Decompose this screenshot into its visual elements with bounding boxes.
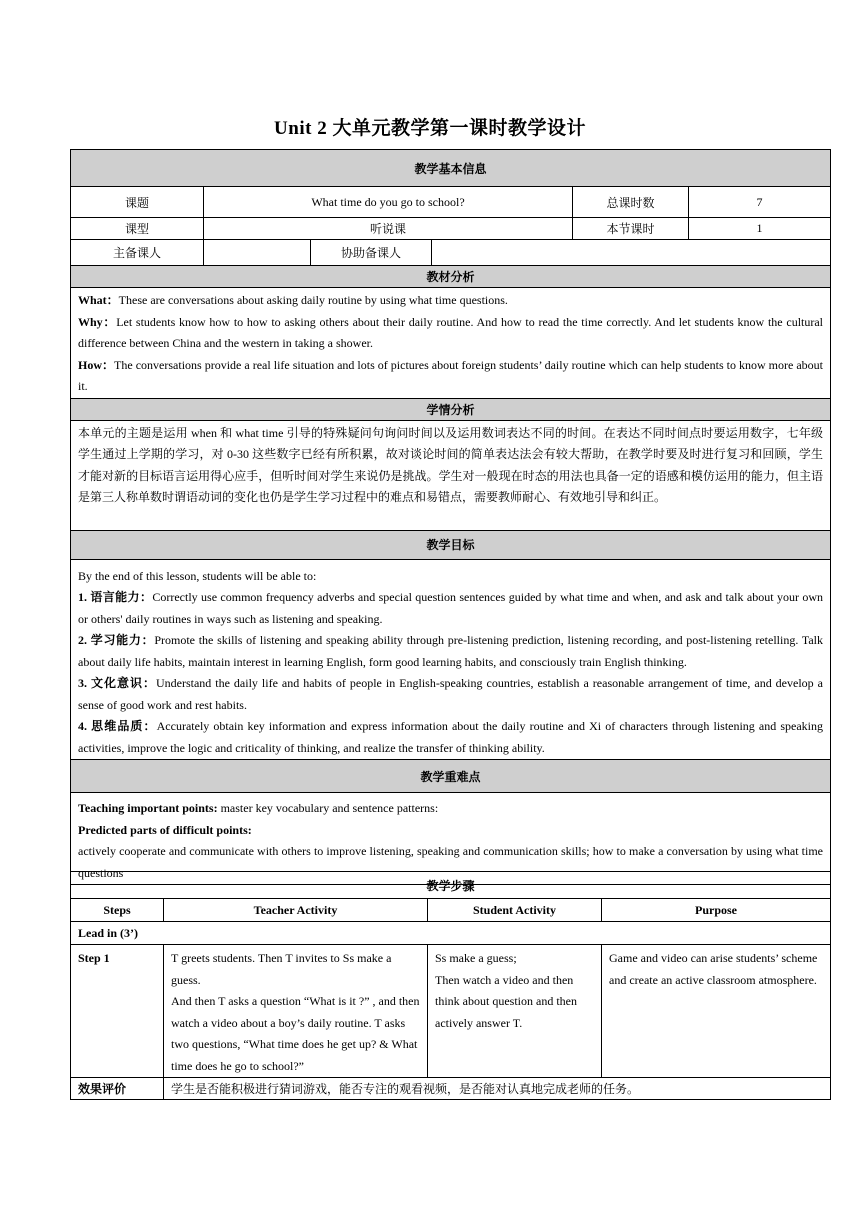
info-table: [70, 149, 831, 885]
lead-teacher-label: 主备课人: [71, 240, 204, 266]
step1-purpose: Game and video can arise students’ scheme and create an active classroom atmosphere.: [602, 945, 831, 1078]
section-header-learner: 学情分析: [71, 398, 831, 420]
what-label: What：: [78, 293, 119, 307]
lesson-type-label: 课型: [71, 218, 204, 240]
topic-label: 课题: [71, 187, 204, 218]
how-text: The conversations provide a real life situation and lots of pictures about foreign students’ daily routine which can help students to know more about it.: [78, 357, 824, 393]
section-header-basic-info: 教学基本信息: [71, 150, 831, 187]
lesson-type-value: 听说课: [204, 218, 573, 240]
column-header-purpose: Purpose: [602, 899, 831, 922]
objective-label-4: 4. 思维品质：: [78, 719, 157, 733]
column-header-steps: Steps: [71, 899, 164, 922]
lead-teacher-value: [204, 240, 311, 266]
assistant-teacher-value: [432, 240, 831, 266]
step1-label: Step 1: [71, 945, 164, 1078]
section-header-material: 教材分析: [71, 266, 831, 288]
important-points-label: Teaching important points:: [78, 801, 218, 815]
total-hours-value: 7: [689, 187, 831, 218]
how-label: How：: [78, 357, 115, 372]
material-analysis: [71, 288, 831, 399]
objectives-content: [71, 559, 831, 760]
objective-label-2: 2. 学习能力：: [78, 633, 155, 647]
step1-student-para-1: Ss make a guess;: [435, 951, 517, 965]
evaluation-text: 学生是否能积极进行猜词游戏，能否专注的观看视频，是否能对认真地完成老师的任务。: [164, 1078, 831, 1100]
objective-item-2: [78, 630, 823, 673]
step1-teacher-para-2: And then T asks a question “What is it ?” , and then watch a video about a boy’s daily routine. T asks two questions, “What time does he get up? & What time does he go to school?”: [171, 994, 420, 1073]
step1-teacher-para-1: T greets students. Then T invites to Ss make a guess.: [171, 951, 392, 987]
objective-item-1: [78, 587, 823, 630]
step1-teacher-activity: [164, 945, 428, 1078]
learner-analysis-text: 本单元的主题是运用 when 和 what time 引导的特殊疑问句询问时间以及运用数词表达不同的时间。在表达不同时间点时要运用数字，七年级学生通过上学期的学习，对 0-30 这些数字已经有所积累，故对谈论时间的简单表达法会有较大帮助，在教学时要及时进行复习和回顾，学生才能对新的目标语言运用得心应手，但听时间对学生来说仍是挑战。学生对一般现在时态的用法也具备一定的语感和模仿运用的能力，但主语是第三人称单数时谓语动词的变化也仍是学生学习过程中的难点和易错点，需要教师耐心、有效地引导和纠正。: [78, 425, 824, 504]
steps-table: [70, 871, 831, 1100]
document-title: Unit 2 大单元教学第一课时教学设计: [274, 118, 586, 139]
objective-label-1: 1. 语言能力：: [78, 590, 153, 604]
section-header-objectives: 教学目标: [71, 530, 831, 559]
objectives-intro: By the end of this lesson, students will be able to:: [78, 568, 317, 583]
current-hour-value: 1: [689, 218, 831, 240]
lead-in-row: Lead in (3’): [71, 922, 831, 945]
objective-text-1: Correctly use common frequency adverbs and special question sentences guided by what time and when, and ask and talk about your own or others' daily routines in ways such as listening and speaking.: [78, 590, 824, 626]
objective-text-4: Accurately obtain key information and express information about the daily routine and Xi of characters through listening and speaking activities, improve the logic and criticality of thinking, and realize the transfer of thinking ability.: [78, 719, 824, 755]
evaluation-label: 效果评价: [71, 1078, 164, 1100]
topic-value: What time do you go to school?: [204, 187, 573, 218]
important-points-text: master key vocabulary and sentence patterns:: [217, 801, 439, 815]
assistant-teacher-label: 协助备课人: [311, 240, 432, 266]
objective-text-3: Understand the daily life and habits of people in English-speaking countries, establish a reasonable arrangement of time, and develop a sense of good work and rest habits.: [78, 676, 823, 712]
objective-label-3: 3. 文化意识：: [78, 676, 156, 690]
difficult-points-label: Predicted parts of difficult points:: [78, 822, 252, 837]
current-hour-label: 本节课时: [573, 218, 689, 240]
step1-student-activity: [428, 945, 602, 1078]
section-header-keypoints: 教学重难点: [71, 760, 831, 793]
why-label: Why：: [78, 314, 117, 329]
step1-student-para-2: Then watch a video and then think about question and then actively answer T.: [435, 972, 577, 1030]
objective-item-3: [78, 673, 823, 716]
objective-text-2: Promote the skills of listening and speaking ability through pre-listening prediction, listening recording, and post-listening retelling. Talk about daily life habits, maintain interest in learning English, form good learning habits, and consciously train English thinking.: [78, 633, 823, 669]
learner-analysis: [71, 420, 831, 530]
what-text: These are conversations about asking daily routine by using what time questions.: [118, 293, 508, 307]
total-hours-label: 总课时数: [573, 187, 689, 218]
column-header-teacher: Teacher Activity: [164, 899, 428, 922]
objective-item-4: [78, 716, 823, 759]
column-header-student: Student Activity: [428, 899, 602, 922]
section-header-steps: 教学步骤: [71, 872, 831, 899]
difficult-points-text: actively cooperate and communicate with others to improve listening, speaking and communication skills; how to make a conversation by using what time questions: [78, 844, 824, 880]
why-text: Let students know how to how to asking others about their daily routine. And how to read the time correctly. And let students know the cultural difference between China and the western in taking a shower.: [78, 314, 824, 350]
